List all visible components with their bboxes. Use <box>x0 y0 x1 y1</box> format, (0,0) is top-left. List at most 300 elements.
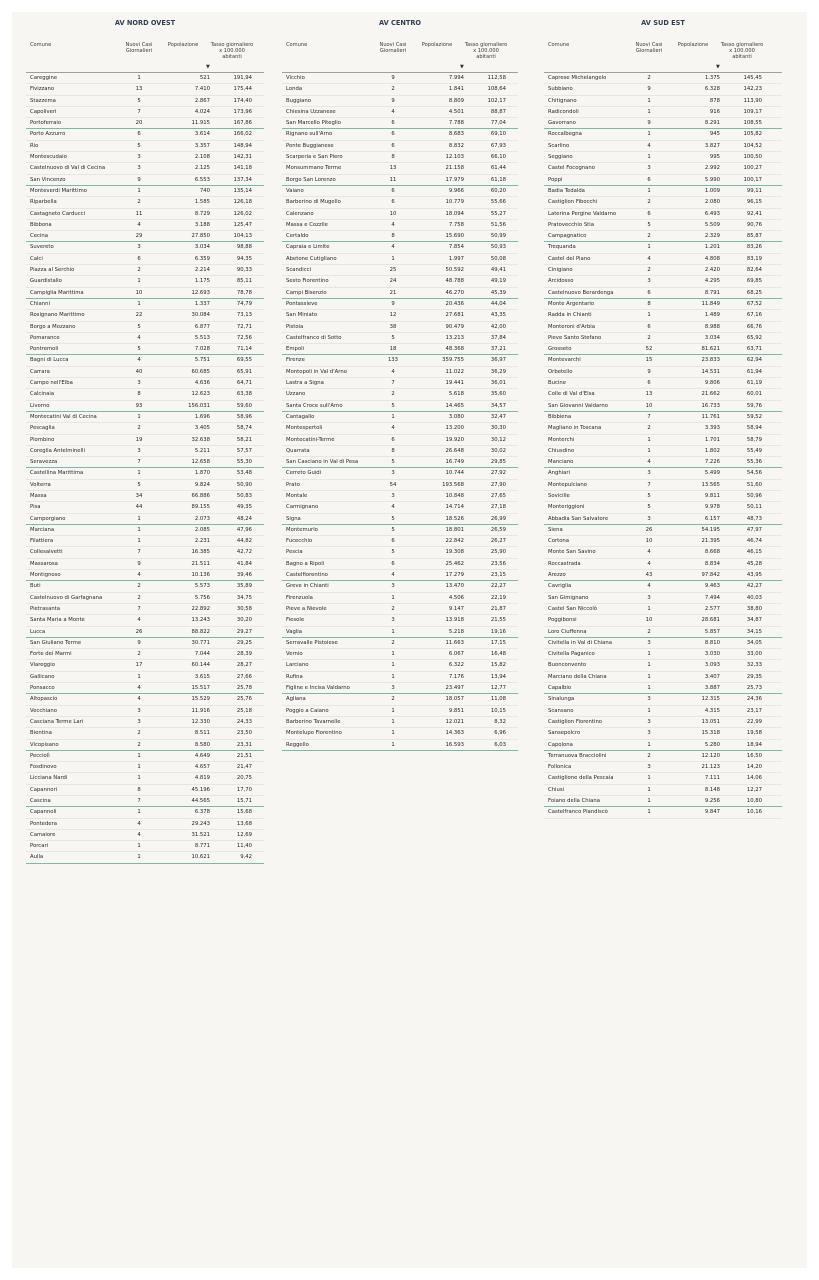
table-row[interactable] <box>282 107 518 118</box>
nuovi-casi-cell: 5 <box>137 142 141 149</box>
table-row[interactable] <box>282 197 518 208</box>
table-row[interactable] <box>26 706 264 717</box>
table-row[interactable] <box>26 84 264 95</box>
table-row[interactable] <box>26 514 264 525</box>
table-row[interactable] <box>282 355 518 366</box>
table-row[interactable] <box>26 163 264 174</box>
table-row[interactable] <box>544 322 782 333</box>
popolazione-cell: 30.771 <box>191 639 210 646</box>
table-row[interactable] <box>544 367 782 378</box>
table-row[interactable] <box>26 559 264 570</box>
popolazione-cell: 10.621 <box>191 854 210 861</box>
table-row[interactable] <box>26 186 264 197</box>
table-row[interactable] <box>26 220 264 231</box>
table-row[interactable] <box>26 96 264 107</box>
table-row[interactable] <box>282 242 518 253</box>
table-row[interactable] <box>282 186 518 197</box>
popolazione-cell: 19.920 <box>445 436 464 443</box>
table-row[interactable] <box>544 672 782 683</box>
table-row[interactable] <box>282 570 518 581</box>
table-row[interactable] <box>26 740 264 751</box>
table-row[interactable] <box>282 141 518 152</box>
popolazione-cell: 25.462 <box>445 560 464 567</box>
comune-cell: Gallicano <box>30 673 55 680</box>
table-row[interactable] <box>26 717 264 728</box>
table-row[interactable] <box>282 627 518 638</box>
header-popolazione[interactable]: Popolazione <box>421 42 453 48</box>
nuovi-casi-cell: 5 <box>647 492 651 499</box>
popolazione-cell: 6.157 <box>704 515 720 522</box>
tasso-cell: 96,15 <box>746 199 762 206</box>
table-row[interactable] <box>282 457 518 468</box>
nuovi-casi-cell: 8 <box>137 786 141 793</box>
nuovi-casi-cell: 7 <box>137 605 141 612</box>
table-row[interactable] <box>544 660 782 671</box>
table-row[interactable] <box>26 683 264 694</box>
table-row[interactable] <box>544 627 782 638</box>
tasso-cell: 19,16 <box>490 628 506 635</box>
table-row[interactable] <box>282 559 518 570</box>
table-row[interactable] <box>544 220 782 231</box>
comune-cell: Poppi <box>548 176 563 183</box>
table-row[interactable] <box>282 581 518 592</box>
table-row[interactable] <box>544 638 782 649</box>
table-row[interactable] <box>544 762 782 773</box>
comune-cell: Monterchi <box>548 436 575 443</box>
tasso-cell: 12,27 <box>746 786 762 793</box>
table-row[interactable] <box>544 96 782 107</box>
table-row[interactable] <box>26 118 264 129</box>
table-row[interactable] <box>544 547 782 558</box>
table-row[interactable] <box>544 683 782 694</box>
popolazione-cell: 60.144 <box>191 662 210 669</box>
table-row[interactable] <box>544 740 782 751</box>
table-row[interactable] <box>26 773 264 784</box>
tasso-cell: 59,52 <box>746 413 762 420</box>
table-row[interactable] <box>544 468 782 479</box>
table-row[interactable] <box>544 197 782 208</box>
table-row[interactable] <box>544 378 782 389</box>
sort-desc-icon[interactable]: ▼ <box>206 63 210 70</box>
nuovi-casi-cell: 5 <box>137 97 141 104</box>
table-row[interactable] <box>282 525 518 536</box>
table-row[interactable] <box>26 254 264 265</box>
table-row[interactable] <box>26 593 264 604</box>
table-header[interactable] <box>544 36 782 73</box>
tasso-cell: 50,99 <box>490 233 506 240</box>
table-row[interactable] <box>544 141 782 152</box>
popolazione-cell: 9.147 <box>448 605 464 612</box>
table-row[interactable] <box>282 276 518 287</box>
nuovi-casi-cell: 2 <box>391 605 395 612</box>
popolazione-cell: 11.022 <box>445 368 464 375</box>
table-row[interactable] <box>26 819 264 830</box>
table-row[interactable] <box>26 660 264 671</box>
nuovi-casi-cell: 1 <box>137 300 141 307</box>
nuovi-casi-cell: 3 <box>647 278 651 285</box>
table-row[interactable] <box>282 660 518 671</box>
comune-cell: Colle di Val d'Elsa <box>548 391 595 398</box>
table-row[interactable] <box>26 480 264 491</box>
table-row[interactable] <box>26 310 264 321</box>
table-row[interactable] <box>282 209 518 220</box>
table-row[interactable] <box>544 480 782 491</box>
nuovi-casi-cell: 4 <box>137 696 141 703</box>
table-row[interactable] <box>26 570 264 581</box>
table-row[interactable] <box>26 525 264 536</box>
sort-desc-icon[interactable]: ▼ <box>460 63 464 70</box>
tasso-cell: 35,60 <box>490 391 506 398</box>
table-row[interactable] <box>544 163 782 174</box>
table-row[interactable] <box>26 627 264 638</box>
table-row[interactable] <box>282 491 518 502</box>
table-row[interactable] <box>26 152 264 163</box>
table-row[interactable] <box>26 830 264 841</box>
table-row[interactable] <box>26 141 264 152</box>
table-row[interactable] <box>282 129 518 140</box>
table-row[interactable] <box>544 435 782 446</box>
header-comune[interactable]: Comune <box>30 42 52 48</box>
table-row[interactable] <box>26 73 264 84</box>
table-row[interactable] <box>282 254 518 265</box>
table-row[interactable] <box>544 706 782 717</box>
table-row[interactable] <box>26 841 264 852</box>
table-row[interactable] <box>26 796 264 807</box>
table-row[interactable] <box>26 672 264 683</box>
table-row[interactable] <box>282 536 518 547</box>
table-row[interactable] <box>282 378 518 389</box>
header-tasso[interactable]: Tasso giornaliero x 100.000 abitanti <box>210 42 254 61</box>
table-row[interactable] <box>544 514 782 525</box>
table-row[interactable] <box>26 265 264 276</box>
table-row[interactable] <box>26 276 264 287</box>
table-row[interactable] <box>26 401 264 412</box>
table-row[interactable] <box>26 852 264 863</box>
tasso-cell: 51,60 <box>746 481 762 488</box>
popolazione-cell: 2.420 <box>704 267 720 274</box>
nuovi-casi-cell: 18 <box>389 346 397 353</box>
table-row[interactable] <box>544 84 782 95</box>
table-row[interactable] <box>26 231 264 242</box>
table-row[interactable] <box>544 559 782 570</box>
table-row[interactable] <box>26 299 264 310</box>
table-header[interactable] <box>282 36 518 73</box>
table-row[interactable] <box>544 107 782 118</box>
nuovi-casi-cell: 3 <box>647 730 651 737</box>
nuovi-casi-cell: 1 <box>647 786 651 793</box>
table-row[interactable] <box>282 322 518 333</box>
header-comune[interactable]: Comune <box>548 42 570 48</box>
popolazione-cell: 15.529 <box>191 696 210 703</box>
table-row[interactable] <box>282 435 518 446</box>
table-row[interactable] <box>544 728 782 739</box>
table-row[interactable] <box>282 163 518 174</box>
table-row[interactable] <box>26 638 264 649</box>
header-tasso[interactable]: Tasso giornaliero x 100.000 abitanti <box>464 42 508 61</box>
table-row[interactable] <box>282 547 518 558</box>
table-row[interactable] <box>26 502 264 513</box>
sort-desc-icon[interactable]: ▼ <box>716 63 720 70</box>
table-row[interactable] <box>26 355 264 366</box>
table-row[interactable] <box>544 231 782 242</box>
table-row[interactable] <box>26 762 264 773</box>
table-row[interactable] <box>26 242 264 253</box>
nuovi-casi-cell: 1 <box>137 187 141 194</box>
table-row[interactable] <box>26 728 264 739</box>
comune-cell: Roccalbegna <box>548 131 582 138</box>
table-row[interactable] <box>26 423 264 434</box>
table-row[interactable] <box>282 175 518 186</box>
table-row[interactable] <box>282 649 518 660</box>
table-row[interactable] <box>26 367 264 378</box>
comune-cell: Gavorrano <box>548 120 576 127</box>
tasso-cell: 105,82 <box>743 131 762 138</box>
table-row[interactable] <box>26 288 264 299</box>
table-row[interactable] <box>26 468 264 479</box>
table-row[interactable] <box>26 615 264 626</box>
popolazione-cell: 9.806 <box>704 380 720 387</box>
comune-cell: Castagneto Carducci <box>30 210 86 217</box>
table-row[interactable] <box>26 378 264 389</box>
table-row[interactable] <box>282 706 518 717</box>
tasso-cell: 25,73 <box>746 685 762 692</box>
panel-av-centro <box>282 12 518 751</box>
table-row[interactable] <box>544 570 782 581</box>
table-row[interactable] <box>544 389 782 400</box>
comune-cell: Campagnatico <box>548 233 587 240</box>
tasso-cell: 29,25 <box>236 639 252 646</box>
table-row[interactable] <box>544 536 782 547</box>
table-row[interactable] <box>26 197 264 208</box>
tasso-cell: 166,02 <box>233 131 252 138</box>
table-row[interactable] <box>544 73 782 84</box>
table-row[interactable] <box>282 310 518 321</box>
table-row[interactable] <box>26 807 264 818</box>
table-row[interactable] <box>544 118 782 129</box>
table-row[interactable] <box>282 672 518 683</box>
tasso-cell: 90,33 <box>236 267 252 274</box>
tasso-cell: 100,50 <box>743 154 762 161</box>
table-row[interactable] <box>544 615 782 626</box>
popolazione-cell: 31.521 <box>191 831 210 838</box>
table-row[interactable] <box>26 649 264 660</box>
table-row[interactable] <box>282 389 518 400</box>
table-row[interactable] <box>282 333 518 344</box>
table-row[interactable] <box>26 129 264 140</box>
comune-cell: Massarosa <box>30 560 58 567</box>
table-row[interactable] <box>544 152 782 163</box>
nuovi-casi-cell: 1 <box>137 75 141 81</box>
table-row[interactable] <box>544 502 782 513</box>
table-row[interactable] <box>544 254 782 265</box>
header-nuovi-casi[interactable]: Nuovi Casi Giornalieri <box>635 42 663 55</box>
table-row[interactable] <box>282 615 518 626</box>
table-row[interactable] <box>544 751 782 762</box>
table-row[interactable] <box>544 717 782 728</box>
popolazione-cell: 1.585 <box>194 199 210 206</box>
table-row[interactable] <box>26 446 264 457</box>
table-row[interactable] <box>544 186 782 197</box>
tasso-cell: 40,03 <box>746 594 762 601</box>
comune-cell: Chitignano <box>548 97 577 104</box>
comune-cell: Capalbio <box>548 685 572 692</box>
popolazione-cell: 7.028 <box>194 346 210 353</box>
table-row[interactable] <box>26 344 264 355</box>
table-row[interactable] <box>282 96 518 107</box>
table-row[interactable] <box>544 242 782 253</box>
table-row[interactable] <box>282 412 518 423</box>
table-row[interactable] <box>544 773 782 784</box>
table-row[interactable] <box>282 683 518 694</box>
table-row[interactable] <box>544 412 782 423</box>
table-row[interactable] <box>544 604 782 615</box>
table-row[interactable] <box>544 333 782 344</box>
table-row[interactable] <box>282 728 518 739</box>
table-row[interactable] <box>544 344 782 355</box>
table-row[interactable] <box>282 288 518 299</box>
tasso-cell: 16,50 <box>746 752 762 759</box>
table-row[interactable] <box>544 265 782 276</box>
comune-cell: Capraia e Limite <box>286 244 330 251</box>
table-row[interactable] <box>282 468 518 479</box>
tasso-cell: 57,57 <box>236 447 252 454</box>
table-row[interactable] <box>26 547 264 558</box>
table-row[interactable] <box>282 638 518 649</box>
table-row[interactable] <box>282 265 518 276</box>
table-row[interactable] <box>544 299 782 310</box>
comune-cell: Castel San Niccolò <box>548 605 598 612</box>
popolazione-cell: 23.497 <box>445 685 464 692</box>
table-row[interactable] <box>282 73 518 84</box>
table-row[interactable] <box>26 389 264 400</box>
table-row[interactable] <box>544 581 782 592</box>
table-row[interactable] <box>544 423 782 434</box>
table-row[interactable] <box>282 152 518 163</box>
table-header[interactable] <box>26 36 264 73</box>
comune-cell: Agliana <box>286 696 306 703</box>
table-row[interactable] <box>282 593 518 604</box>
popolazione-cell: 97.842 <box>701 572 720 579</box>
comune-cell: Scandicci <box>286 267 312 274</box>
header-popolazione[interactable]: Popolazione <box>677 42 709 48</box>
comune-cell: Bibbona <box>30 221 52 228</box>
table-row[interactable] <box>282 502 518 513</box>
table-row[interactable] <box>282 514 518 525</box>
comune-cell: Firenze <box>286 357 305 364</box>
table-row[interactable] <box>544 401 782 412</box>
table-row[interactable] <box>26 412 264 423</box>
nuovi-casi-cell: 1 <box>137 515 141 522</box>
table-row[interactable] <box>544 694 782 705</box>
table-row[interactable] <box>282 299 518 310</box>
header-nuovi-casi[interactable]: Nuovi Casi Giornalieri <box>125 42 153 55</box>
comune-cell: Chiusdino <box>548 447 575 454</box>
header-comune[interactable]: Comune <box>286 42 308 48</box>
table-row[interactable] <box>26 457 264 468</box>
tasso-cell: 59,76 <box>746 402 762 409</box>
table-row[interactable] <box>544 491 782 502</box>
popolazione-cell: 5.218 <box>448 628 464 635</box>
table-row[interactable] <box>282 401 518 412</box>
header-tasso[interactable]: Tasso giornaliero x 100.000 abitanti <box>720 42 764 61</box>
comune-cell: Castelnuovo di Val di Cecina <box>30 165 106 172</box>
table-row[interactable] <box>26 333 264 344</box>
table-row[interactable] <box>544 593 782 604</box>
nuovi-casi-cell: 3 <box>391 583 395 590</box>
table-row[interactable] <box>544 276 782 287</box>
popolazione-cell: 15.690 <box>445 233 464 240</box>
table-row[interactable] <box>26 604 264 615</box>
table-row[interactable] <box>544 175 782 186</box>
table-row[interactable] <box>26 785 264 796</box>
popolazione-cell: 3.407 <box>704 673 720 680</box>
table-row[interactable] <box>26 694 264 705</box>
table-row[interactable] <box>544 310 782 321</box>
table-row[interactable] <box>282 694 518 705</box>
table-row[interactable] <box>282 604 518 615</box>
table-row[interactable] <box>544 457 782 468</box>
table-row[interactable] <box>26 491 264 502</box>
table-row[interactable] <box>26 209 264 220</box>
table-row[interactable] <box>544 288 782 299</box>
table-row[interactable] <box>282 423 518 434</box>
popolazione-cell: 5.499 <box>704 470 720 477</box>
table-row[interactable] <box>544 525 782 536</box>
comune-cell: Castellina Marittima <box>30 470 84 477</box>
header-popolazione[interactable]: Popolazione <box>167 42 199 48</box>
table-row[interactable] <box>282 740 518 751</box>
table-row[interactable] <box>544 355 782 366</box>
header-nuovi-casi[interactable]: Nuovi Casi Giornalieri <box>379 42 407 55</box>
table-row[interactable] <box>544 807 782 818</box>
table-row[interactable] <box>26 581 264 592</box>
table-row[interactable] <box>282 344 518 355</box>
table-row[interactable] <box>282 84 518 95</box>
popolazione-cell: 8.771 <box>194 843 210 850</box>
tasso-cell: 174,40 <box>233 97 252 104</box>
table-row[interactable] <box>26 751 264 762</box>
table-row[interactable] <box>544 649 782 660</box>
table-row[interactable] <box>26 175 264 186</box>
popolazione-cell: 5.509 <box>704 221 720 228</box>
table-row[interactable] <box>282 118 518 129</box>
comune-cell: Terranuova Bracciolini <box>548 752 607 759</box>
table-row[interactable] <box>26 536 264 547</box>
table-row[interactable] <box>544 129 782 140</box>
table-row[interactable] <box>282 717 518 728</box>
nuovi-casi-cell: 2 <box>137 741 141 748</box>
table-row[interactable] <box>26 107 264 118</box>
table-row[interactable] <box>26 322 264 333</box>
table-row[interactable] <box>282 367 518 378</box>
popolazione-cell: 9.256 <box>704 798 720 804</box>
comune-cell: Licciana Nardi <box>30 775 68 782</box>
popolazione-cell: 12.315 <box>701 696 720 703</box>
tasso-cell: 35,89 <box>236 583 252 590</box>
nuovi-casi-cell: 3 <box>647 594 651 601</box>
table-row[interactable] <box>544 446 782 457</box>
table-row[interactable] <box>26 435 264 446</box>
table-row[interactable] <box>544 785 782 796</box>
tasso-cell: 63,71 <box>746 346 762 353</box>
table-row[interactable] <box>544 796 782 807</box>
table-row[interactable] <box>282 480 518 491</box>
table-row[interactable] <box>282 231 518 242</box>
nuovi-casi-cell: 13 <box>135 86 143 93</box>
table-row[interactable] <box>544 209 782 220</box>
table-row[interactable] <box>282 220 518 231</box>
table-row[interactable] <box>282 446 518 457</box>
